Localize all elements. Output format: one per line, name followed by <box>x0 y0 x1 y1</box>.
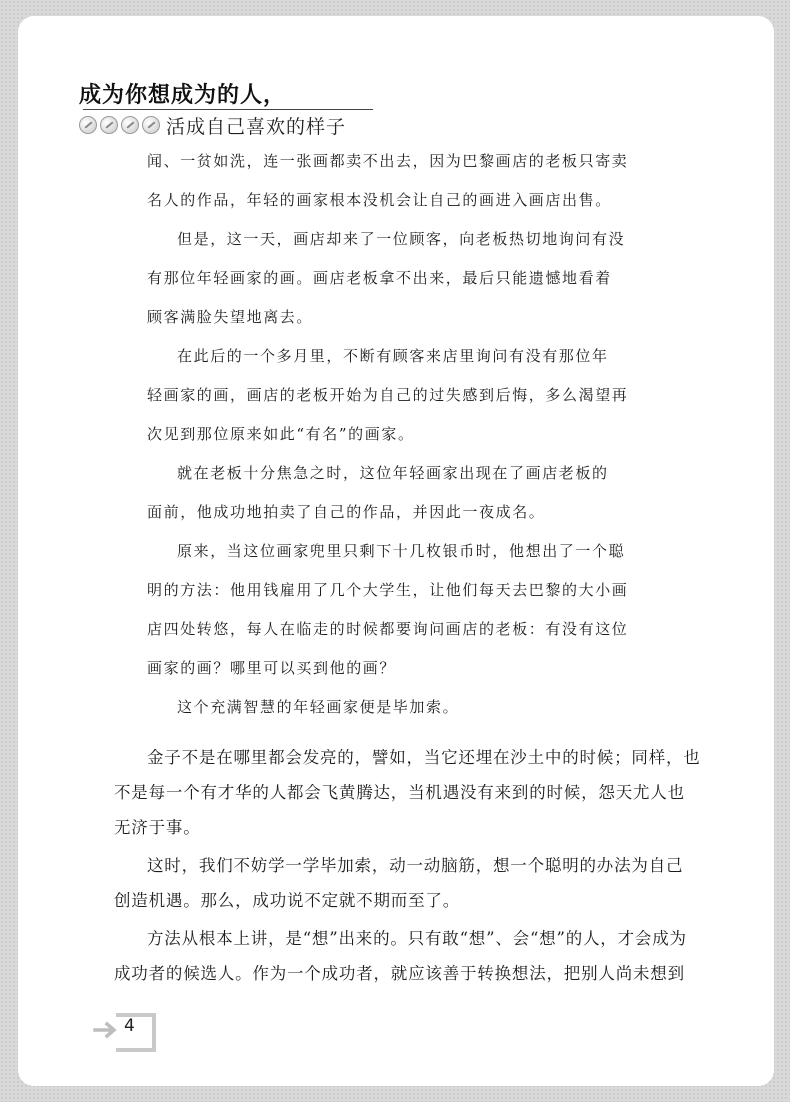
text-line: 有那位年轻画家的画。画店老板拿不出来，最后只能遗憾地看着 <box>147 269 612 287</box>
badge-icon <box>142 116 160 134</box>
text-line: 但是，这一天，画店却来了一位顾客，向老板热切地询问有没 <box>177 230 626 248</box>
text-line: 面前，他成功地拍卖了自己的作品，并因此一夜成名。 <box>147 503 546 521</box>
chapter-header <box>79 62 379 142</box>
header-title: 成为你想成为的人， <box>79 82 287 108</box>
badge-icon <box>121 116 139 134</box>
story-paragraph <box>147 688 637 727</box>
story-paragraph <box>147 142 637 220</box>
story-paragraph <box>147 532 637 688</box>
text-line: 明的方法：他用钱雇用了几个大学生，让他们每天去巴黎的大小画 <box>147 581 629 599</box>
body-paragraph <box>114 740 701 845</box>
text-line: 这个充满智慧的年轻画家便是毕加索。 <box>177 698 460 716</box>
header-subtitle-row <box>79 113 346 137</box>
page-number-frame <box>116 1013 156 1052</box>
text-line: 这时，我们不妨学一学毕加索，动一动脑筋，想一个聪明的办法为自己 <box>147 856 684 875</box>
text-line: 金子不是在哪里都会发亮的，譬如，当它还埋在沙土中的时候；同样，也 <box>147 748 701 767</box>
text-line: 画家的画？哪里可以买到他的画？ <box>147 659 397 677</box>
header-divider <box>83 109 373 110</box>
text-line: 在此后的一个多月里，不断有顾客来店里询问有没有那位年 <box>177 347 609 365</box>
body-paragraph <box>114 848 684 918</box>
text-line: 成功者的候选人。作为一个成功者，就应该善于转换想法，把别人尚未想到 <box>114 964 685 983</box>
text-line: 无济于事。 <box>114 818 201 837</box>
story-paragraph <box>147 454 637 532</box>
text-line: 顾客满脸失望地离去。 <box>147 308 314 326</box>
text-line: 店四处转悠，每人在临走的时候都要询问画店的老板：有没有这位 <box>147 620 629 638</box>
text-line: 不是每一个有才华的人都会飞黄腾达，当机遇没有来到的时候，怨天尤人也 <box>114 783 685 802</box>
text-line: 原来，当这位画家兜里只剩下十几枚银币时，他想出了一个聪 <box>177 542 626 560</box>
story-paragraph <box>147 220 637 337</box>
badge-icon <box>79 116 97 134</box>
story-paragraph <box>147 337 637 454</box>
text-line: 闻、一贫如洗，连一张画都卖不出去，因为巴黎画店的老板只寄卖 <box>147 152 629 170</box>
badge-icon <box>100 116 118 134</box>
text-line: 轻画家的画，画店的老板开始为自己的过失感到后悔，多么渴望再 <box>147 386 629 404</box>
story-block <box>147 142 637 727</box>
body-paragraph <box>114 921 687 991</box>
text-line: 创造机遇。那么，成功说不定就不期而至了。 <box>114 891 460 910</box>
page-number: 4 <box>124 1016 135 1036</box>
text-line: 名人的作品，年轻的画家根本没机会让自己的画进入画店出售。 <box>147 191 612 209</box>
text-line: 次见到那位原来如此“有名”的画家。 <box>147 425 415 443</box>
text-line: 就在老板十分焦急之时，这位年轻画家出现在了画店老板的 <box>177 464 609 482</box>
text-line: 方法从根本上讲，是“想”出来的。只有敢“想”、会“想”的人，才会成为 <box>147 929 687 948</box>
header-subtitle: 活成自己喜欢的样子 <box>166 115 347 138</box>
main-text-block <box>114 740 701 994</box>
